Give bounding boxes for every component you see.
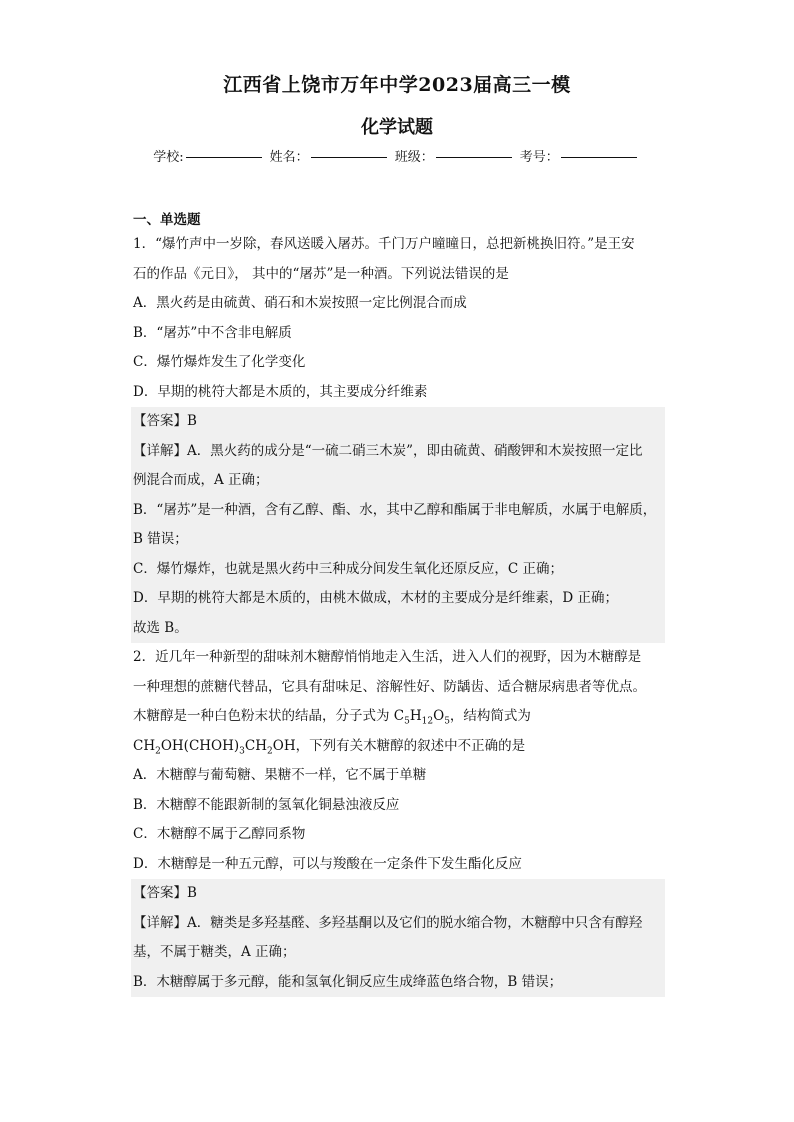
q1-option-a: A．黑火药是由硫黄、硝石和木炭按照一定比例混合而成 — [133, 295, 467, 311]
q1-detail-line-1: 【详解】A．黑火药的成分是“一硫二硝三木炭”，即由硫黄、硝酸钾和木炭按照一定比 — [133, 442, 643, 459]
q2-structural-formula: $CH_2OH(CHOH)_3CH_2OH$ — [133, 737, 296, 757]
q1-detail-line-6: D．早期的桃符大都是木质的，由桃木做成，木材的主要成分是纤维素，D 正确； — [133, 590, 618, 606]
section-heading: 一、单选题 — [133, 212, 201, 228]
q2-option-d: D．木糖醇是一种五元醇，可以与羧酸在一定条件下发生酯化反应 — [133, 855, 522, 872]
school-label: 学校: — [153, 150, 184, 165]
q2-stem-line-4-post: ，下列有关木糖醇的叙述中不正确的是 — [295, 737, 526, 754]
q1-stem-line-2: 石的作品《元日》， 其中的“屠苏”是一种酒。下列说法错误的是 — [133, 265, 509, 282]
name-label: 姓名： — [269, 150, 309, 165]
q2-stem-line-3-post: ，结构简式为 — [449, 708, 531, 724]
question-content — [133, 230, 663, 997]
q2-answer: 【答案】B — [133, 885, 197, 901]
q1-answer: 【答案】B — [133, 413, 197, 429]
q1-detail-line-5: C．爆竹爆炸，也就是黑火药中三种成分间发生氧化还原反应，C 正确； — [133, 560, 563, 577]
q2-detail-line-3: B．木糖醇属于多元醇，能和氢氧化铜反应生成绛蓝色络合物，B 错误； — [133, 973, 563, 990]
exam-number-label: 考号： — [519, 150, 559, 165]
q2-stem-line-4 — [133, 732, 663, 762]
q1-detail-line-3: B．“屠苏”是一种酒，含有乙醇、酯、水，其中乙醇和酯属于非电解质，水属于电解质， — [133, 501, 657, 518]
q2-option-a: A．木糖醇与葡萄糖、果糖不一样，它不属于单糖 — [133, 767, 427, 783]
exam-number-blank — [561, 157, 637, 158]
q2-molecular-formula: $C_5H_{12}O_5$ — [393, 708, 450, 727]
name-blank — [311, 157, 387, 158]
student-info-line — [0, 146, 794, 165]
class-label: 班级： — [394, 150, 434, 165]
q1-option-c: C．爆竹爆炸发生了化学变化 — [133, 354, 306, 370]
q1-option-b: B．“屠苏”中不含非电解质 — [133, 324, 292, 341]
q2-stem-line-2: 一种理想的蔗糖代替品，它具有甜味足、溶解性好、防龋齿、适合糖尿病患者等优点。 — [133, 678, 646, 695]
q2-option-b: B．木糖醇不能跟新制的氢氧化铜悬浊液反应 — [133, 796, 400, 813]
q1-stem-line-1: 1．“爆竹声中一岁除，春风送暖入屠苏。千门万户曈曈日，总把新桃换旧符。”是王安 — [133, 236, 635, 252]
q2-stem-line-3 — [133, 702, 663, 732]
q1-answer-block — [131, 407, 665, 643]
q2-option-c: C．木糖醇不属于乙醇同系物 — [133, 826, 306, 842]
q2-answer-block — [131, 879, 665, 997]
exam-title: 江西省上饶市万年中学2023届高三一模 — [223, 74, 571, 96]
q1-detail-line-7: 故选 B。 — [133, 619, 188, 636]
class-blank — [436, 157, 512, 158]
q2-stem-line-1: 2．近几年一种新型的甜味剂木糖醇悄悄地走入生活，进入人们的视野，因为木糖醇是 — [133, 649, 642, 665]
q2-stem-line-3-text: 木糖醇是一种白色粉末状的结晶，分子式为 — [133, 708, 394, 724]
school-blank — [186, 157, 262, 158]
q2-detail-line-2: 基，不属于糖类，A 正确； — [133, 944, 296, 960]
exam-subtitle: 化学试题 — [361, 117, 433, 138]
q1-option-d: D．早期的桃符大都是木质的，其主要成分纤维素 — [133, 383, 428, 400]
q2-detail-line-1: 【详解】A．糖类是多羟基醛、多羟基酮以及它们的脱水缩合物，木糖醇中只含有醇羟 — [133, 914, 643, 931]
q1-detail-line-2: 例混合而成，A 正确； — [133, 472, 269, 488]
q1-detail-line-4: B 错误； — [133, 531, 188, 547]
